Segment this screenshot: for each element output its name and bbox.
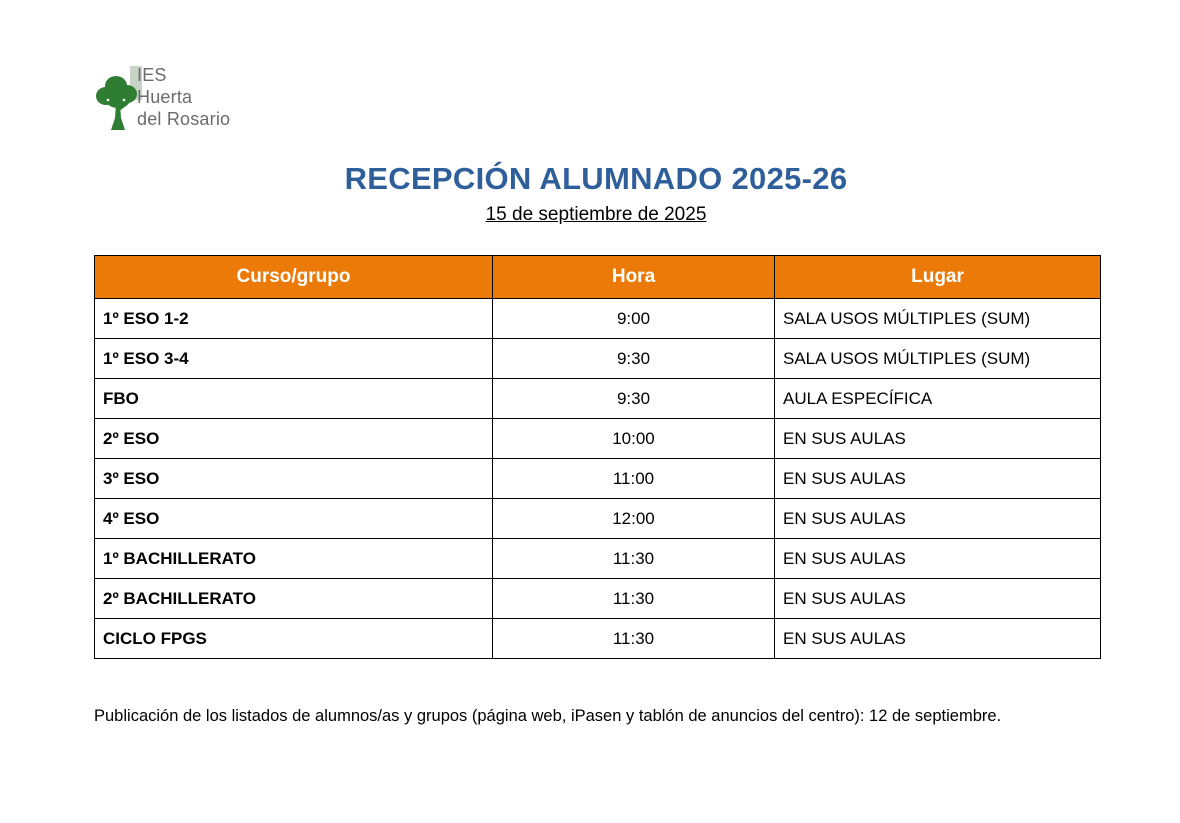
cell-curso: CICLO FPGS (95, 619, 493, 659)
table-row (95, 339, 1101, 379)
cell-curso: 1º ESO 1-2 (95, 299, 493, 339)
table-row (95, 379, 1101, 419)
table-row (95, 499, 1101, 539)
cell-lugar: SALA USOS MÚLTIPLES (SUM) (775, 339, 1101, 379)
table-row (95, 299, 1101, 339)
cell-hora: 11:30 (493, 579, 775, 619)
logo-line-1: IES (137, 65, 167, 85)
cell-lugar: EN SUS AULAS (775, 539, 1101, 579)
cell-curso: 1º ESO 3-4 (95, 339, 493, 379)
cell-lugar: EN SUS AULAS (775, 419, 1101, 459)
cell-curso: 4º ESO (95, 499, 493, 539)
cell-hora: 9:00 (493, 299, 775, 339)
reception-schedule-table (94, 255, 1101, 659)
cell-lugar: AULA ESPECÍFICA (775, 379, 1101, 419)
cell-hora: 10:00 (493, 419, 775, 459)
column-header-lugar: Lugar (775, 256, 1101, 299)
logo-line-3: del Rosario (137, 109, 231, 129)
logo-line-2: Huerta (137, 87, 193, 107)
cell-curso: 2º BACHILLERATO (95, 579, 493, 619)
cell-lugar: EN SUS AULAS (775, 499, 1101, 539)
cell-curso: 3º ESO (95, 459, 493, 499)
cell-lugar: EN SUS AULAS (775, 619, 1101, 659)
cell-lugar: SALA USOS MÚLTIPLES (SUM) (775, 299, 1101, 339)
school-logo (94, 60, 264, 134)
column-header-curso: Curso/grupo (95, 256, 493, 299)
table-row (95, 619, 1101, 659)
column-header-hora: Hora (493, 256, 775, 299)
cell-hora: 11:30 (493, 619, 775, 659)
logo-text (137, 64, 230, 130)
cell-curso: 2º ESO (95, 419, 493, 459)
table-row (95, 539, 1101, 579)
page-subtitle-date: 15 de septiembre de 2025 (485, 204, 707, 225)
table-header-row (95, 256, 1101, 299)
cell-hora: 11:30 (493, 539, 775, 579)
cell-lugar: EN SUS AULAS (775, 579, 1101, 619)
cell-hora: 9:30 (493, 379, 775, 419)
cell-curso: 1º BACHILLERATO (95, 539, 493, 579)
cell-hora: 11:00 (493, 459, 775, 499)
cell-curso: FBO (95, 379, 493, 419)
cell-hora: 9:30 (493, 339, 775, 379)
cell-hora: 12:00 (493, 499, 775, 539)
table-row (95, 579, 1101, 619)
page-title: RECEPCIÓN ALUMNADO 2025-26 (344, 161, 848, 196)
table-row (95, 419, 1101, 459)
cell-lugar: EN SUS AULAS (775, 459, 1101, 499)
table-row (95, 459, 1101, 499)
publication-note: Publicación de los listados de alumnos/as y grupos (página web, iPasen y tablón de anuncios del centro): 12 de septiembre. (94, 707, 1002, 725)
